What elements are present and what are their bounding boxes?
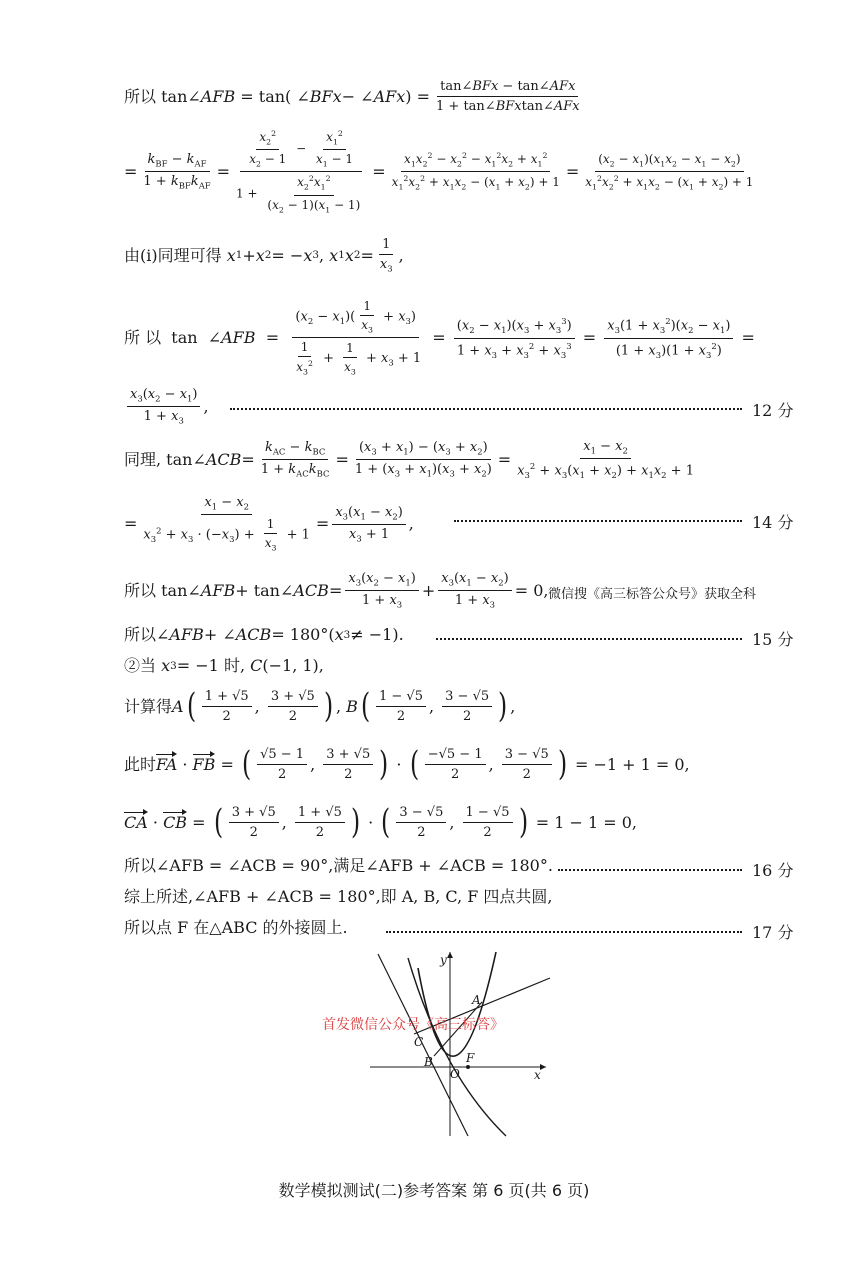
case2-label: ②当 — [124, 656, 157, 675]
case-2-heading: ②当 x 3 = −1 时, C (−1, 1), — [124, 656, 324, 675]
score-17: 17 分 — [752, 923, 794, 942]
dot-prefix: 此时 — [124, 754, 157, 774]
dot-leader-15 — [436, 638, 742, 640]
dot-leader-16 — [558, 869, 742, 871]
watermark-text: 微信搜《高三标答公众号》获取全科 — [548, 587, 757, 602]
figure-watermark: 首发微信公众号《高三标答》 — [322, 1017, 504, 1033]
score-15: 15 分 — [752, 630, 794, 649]
case2-mid: 时, — [223, 656, 246, 675]
parabola-figure — [370, 946, 560, 1138]
tan-sum-zero: 所以 tan∠ AFB + tan∠ ACB = $\frac{x_3(x_2 - x_1)}{1 + x_3}$ + $\frac{x_3(x_1 - x_2)}{1 + x_3}$ = 0, — [124, 571, 549, 610]
page-footer: 数学模拟测试(二)参考答案 第 6 页(共 6 页) — [278, 1181, 590, 1200]
focus-point — [466, 1065, 470, 1069]
score-14: 14 分 — [752, 513, 794, 532]
label-c: C — [414, 1035, 424, 1049]
tan-afb-result: $\frac{x_3(x_2 - x_1)}{1 + x_3}$ , — [124, 388, 209, 425]
dot-leader-12 — [230, 408, 742, 410]
tan-afb-substitution: 所 以 tan ∠ AFB = $(x_2 - x_1)$( $\frac{1}{x_3}$ + $x_3$) $\frac{1}{x_3^2}$ + $\frac{1}{x_3}$ + $x_3 + 1$ = $\frac{(x_2 - x_1)(x_3 + x_3^3)}{1 + x_3 + x_3^2 + x_3^3}$ = $\frac{x_3(1 + x_3^2)(x_2 - x_1)}{(1 + x_3)(1 + x_3^2)}$ = — [124, 299, 755, 377]
points-a-b: 计算得 A ( $\frac{1 + √5}{2}$ , $\frac{3 + √5}{2}$ ) , B ( $\frac{1 - √5}{2}$ , $\frac{3 - √5}{2}$ ) , — [124, 686, 516, 726]
line1-prefix: 所以 — [124, 86, 157, 106]
line6-prefix: 同理, — [124, 449, 162, 469]
dot-leader-17 — [386, 931, 742, 933]
score-12: 12 分 — [752, 401, 794, 420]
label-f: F — [466, 1051, 475, 1065]
label-x: x — [534, 1068, 541, 1082]
right-angle-line: 所以∠AFB = ∠ACB = 90°,满足∠AFB + ∠ACB = 180°. — [124, 856, 553, 875]
label-a: A — [472, 993, 481, 1007]
vieta-relation: 由(i)同理可得 x 1 + x 2 = − x 3 , x 1 x 2 = $\frac{1}{x_3}$ , — [124, 237, 404, 274]
tan-acb-result: = $x_1 - x_2$ $x_3^2 + x_3 \cdot (-x_3)$ + $\frac{1}{x_3}$ + 1 = $\frac{x_3(x_1 - x_2)}{x_3 + 1}$ , — [124, 495, 414, 553]
label-o: O — [450, 1067, 460, 1081]
line4-prefix: 所 以 — [124, 328, 162, 348]
parabola-curve — [418, 952, 496, 1056]
tan-afb-definition: 所以 tan∠ AFB = tan( ∠ BFx − ∠ AFx ) = $\frac{\text{tan∠BFx − tan∠AFx}}{\text{1 + tan∠BFxtan∠AFx}}$ — [124, 79, 580, 114]
tan-afb-expansion: = $\frac{k_{BF} - k_{AF}}{1 + k_{BF}k_{AF}}$ = $\frac{x_2^2}{x_2 - 1}$ − $\frac{x_1^2}{x_1 - 1}$ 1 + $\frac{x_2^2x_1^2}{(x_2 - 1)(x_1 - 1)}$ = $\frac{x_1x_2^2 - x_2^2 - x_1^2x_2 + x_1^2}{x_1^2x_2^2 + x_1x_2 - (x_1 + x_2) + 1}$ = $\frac{(x_2 - x_1)(x_1x_2 - x_1 - x_2)}{x_1^2x_2^2 + x_1x_2 - (x_1 + x_2) + 1}$ — [124, 129, 754, 214]
calc-prefix: 计算得 — [124, 696, 173, 716]
tan-acb-definition: 同理, tan∠ ACB = $\frac{k_{AC} - k_{BC}}{1 + k_{AC}k_{BC}}$ = $\frac{(x_3 + x_1) - (x_3 + x_2)}{1 + (x_3 + x_1)(x_3 + x_2)}$ = $\frac{x_1 - x_2}{x_3^2 + x_3(x_1 + x_2) + x_1x_2 + 1}$ — [124, 439, 694, 480]
dot-leader-14 — [454, 520, 742, 522]
label-b: B — [424, 1055, 433, 1069]
conclusion-line-1: 综上所述,∠AFB + ∠ACB = 180°,即 A, B, C, F 四点共圆, — [124, 887, 553, 906]
line9-prefix: 所以 — [124, 625, 157, 644]
line8-prefix: 所以 — [124, 580, 157, 600]
line3-prefix: 由(i)同理可得 — [124, 245, 222, 265]
conclusion-line-2: 所以点 F 在△ABC 的外接圆上. — [124, 918, 348, 937]
label-y: y — [440, 953, 447, 967]
angle-sum-180: 所以 ∠ AFB + ∠ ACB = 180°( x 3 ≠ −1). — [124, 625, 404, 644]
ca-dot-cb: CA · CB = ( $\frac{3 + √5}{2}$ , $\frac{1 + √5}{2}$ ) · ( $\frac{3 - √5}{2}$ , $\frac{1 - √5}{2}$ ) = 1 − 1 = 0, — [124, 802, 637, 842]
fa-dot-fb: 此时 FA · FB = ( $\frac{√5 - 1}{2}$ , $\frac{3 + √5}{2}$ ) · ( $\frac{-√5 - 1}{2}$ , $\frac{3 - √5}{2}$ ) = −1 + 1 = 0, — [124, 744, 690, 784]
score-16: 16 分 — [752, 861, 794, 880]
